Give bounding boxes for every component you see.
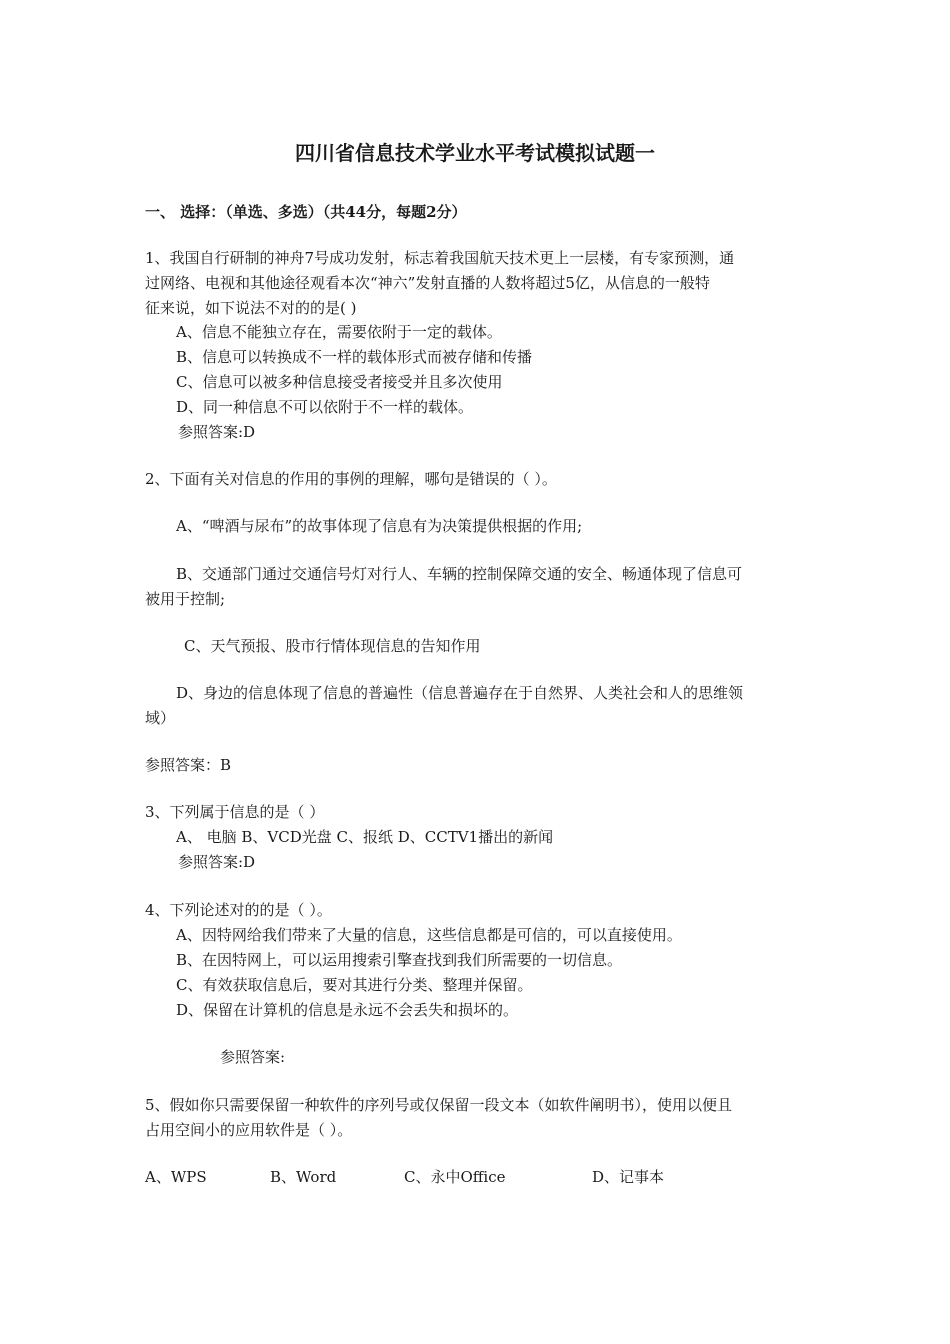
q2-option-d-line: D、身边的信息体现了信息的普遍性（信息普遍存在于自然界、人类社会和人的思维领 [176, 684, 744, 702]
q1-option-b: B、信息可以转换成不一样的载体形式而被存储和传播 [176, 348, 533, 366]
q2-option-d-line: 域） [145, 709, 176, 727]
q1-stem-line: 过网络、电视和其他途径观看本次“神六”发射直播的人数将超过5亿，从信息的一般特 [145, 274, 710, 292]
q4-option-c: C、有效获取信息后，要对其进行分类、整理并保留。 [176, 976, 533, 994]
q1-option-a: A、信息不能独立存在，需要依附于一定的载体。 [176, 323, 502, 341]
q2-option-b-line: 被用于控制; [145, 590, 226, 608]
q4-option-a: A、因特网给我们带来了大量的信息，这些信息都是可信的，可以直接使用。 [176, 926, 682, 944]
q5-option-d: D、记事本 [592, 1168, 665, 1186]
section-heading: 一、 选择：（单选、多选）（共44分，每题2分） [145, 203, 467, 221]
q4-option-b: B、在因特网上，可以运用搜索引擎查找到我们所需要的一切信息。 [176, 951, 623, 969]
q2-option-b-line: B、交通部门通过交通信号灯对行人、车辆的控制保障交通的安全、畅通体现了信息可 [176, 565, 743, 583]
q1-stem-line: 征来说，如下说法不对的的是( ) [145, 299, 357, 317]
q5-stem-line: 占用空间小的应用软件是（ ）。 [145, 1121, 353, 1139]
q5-option-a: A、WPS [145, 1168, 207, 1186]
q3-answer: 参照答案:D [178, 853, 256, 871]
q5-option-b: B、Word [270, 1168, 337, 1186]
q1-option-d: D、同一种信息不可以依附于不一样的载体。 [176, 398, 474, 416]
q4-stem: 4、下列论述对的的是（ ）。 [145, 901, 332, 919]
q1-answer: 参照答案:D [178, 423, 256, 441]
q5-option-c: C、永中Office [404, 1168, 506, 1186]
q3-stem: 3、下列属于信息的是（ ） [145, 803, 325, 821]
doc-title: 四川省信息技术学业水平考试模拟试题一 [295, 141, 655, 165]
q2-answer: 参照答案：B [145, 756, 232, 774]
q1-option-c: C、信息可以被多种信息接受者接受并且多次使用 [176, 373, 503, 391]
q5-stem-line: 5、假如你只需要保留一种软件的序列号或仅保留一段文本（如软件阐明书），使用以便且 [145, 1096, 733, 1114]
q2-option-c: C、天气预报、股市行情体现信息的告知作用 [184, 637, 481, 655]
q3-options: A、 电脑 B、VCD光盘 C、报纸 D、CCTV1播出的新闻 [176, 828, 554, 846]
q1-stem-line: 1、我国自行研制的神舟7号成功发射，标志着我国航天技术更上一层楼，有专家预测，通 [145, 249, 735, 267]
q2-stem: 2、下面有关对信息的作用的事例的理解，哪句是错误的（ ）。 [145, 470, 557, 488]
q2-option-a: A、“啤酒与尿布”的故事体现了信息有为决策提供根据的作用; [176, 517, 583, 535]
q4-answer: 参照答案: [220, 1048, 286, 1066]
q4-option-d: D、保留在计算机的信息是永远不会丢失和损坏的。 [176, 1001, 519, 1019]
